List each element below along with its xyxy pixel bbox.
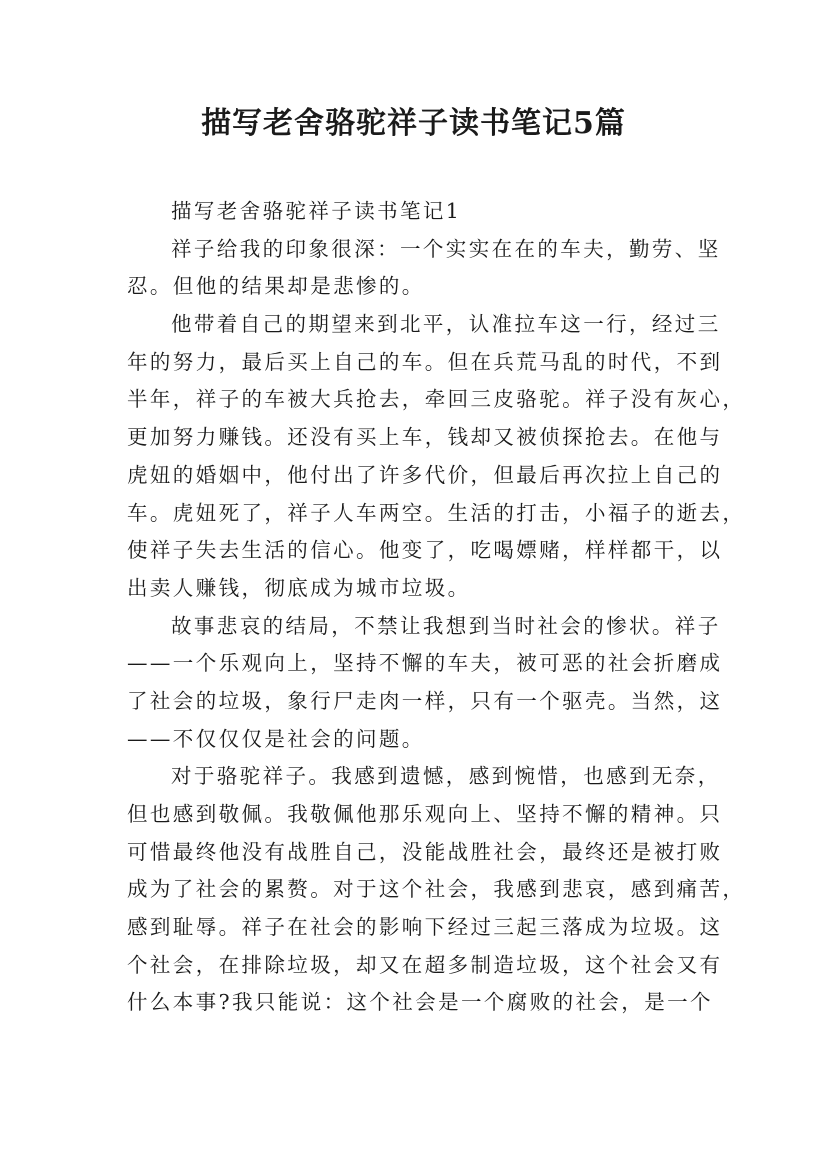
paragraph-line: 感到耻辱。祥子在社会的影响下经过三起三落成为垃圾。这: [127, 915, 723, 940]
section-heading: 描写老舍骆驼祥子读书笔记1: [171, 199, 462, 223]
document-title: 描写老舍骆驼祥子读书笔记5篇: [201, 106, 626, 141]
paragraph-line: 故事悲哀的结局，不禁让我想到当时社会的惨状。祥子: [171, 613, 721, 638]
paragraph-line: 年的努力，最后买上自己的车。但在兵荒马乱的时代，不到: [127, 349, 723, 374]
paragraph-line: ——一个乐观向上，坚持不懈的车夫，被可恶的社会折磨成: [127, 651, 723, 676]
paragraph-line: 对于骆驼祥子。我感到遗憾，感到惋惜，也感到无奈，: [171, 764, 721, 789]
paragraph-line: 使祥子失去生活的信心。他变了，吃喝嫖赌，样样都干，以: [127, 538, 723, 563]
paragraph-line: ——不仅仅仅是社会的问题。: [127, 726, 425, 751]
paragraph-line: 忍。但他的结果却是悲惨的。: [127, 274, 425, 299]
paragraph-line: 了社会的垃圾，象行尸走肉一样，只有一个驱壳。当然，这: [127, 688, 723, 713]
paragraph-line: 什么本事?我只能说：这个社会是一个腐败的社会，是一个: [127, 990, 713, 1015]
paragraph-line: 但也感到敬佩。我敬佩他那乐观向上、坚持不懈的精神。只: [127, 802, 723, 826]
paragraph-line: 祥子给我的印象很深：一个实实在在的车夫，勤劳、坚: [171, 236, 721, 261]
paragraph-line: 半年，祥子的车被大兵抢去，牵回三皮骆驼。祥子没有灰心，: [127, 387, 746, 412]
paragraph-line: 出卖人赚钱，彻底成为城市垃圾。: [127, 575, 471, 600]
document-body: [127, 193, 746, 1022]
paragraph-line: 成为了社会的累赘。对于这个社会，我感到悲哀，感到痛苦，: [127, 877, 746, 902]
paragraph-line: 个社会，在排除垃圾，却又在超多制造垃圾，这个社会又有: [127, 952, 723, 977]
paragraph-line: 他带着自己的期望来到北平，认准拉车这一行，经过三: [171, 312, 721, 337]
paragraph-line: 可惜最终他没有战胜自己，没能战胜社会，最终还是被打败: [127, 839, 723, 864]
paragraph-line: 更加努力赚钱。还没有买上车，钱却又被侦探抢去。在他与: [127, 425, 723, 450]
paragraph-line: 虎妞的婚姻中，他付出了许多代价，但最后再次拉上自己的: [127, 462, 723, 487]
paragraph-line: 车。虎妞死了，祥子人车两空。生活的打击，小福子的逝去，: [127, 500, 746, 525]
